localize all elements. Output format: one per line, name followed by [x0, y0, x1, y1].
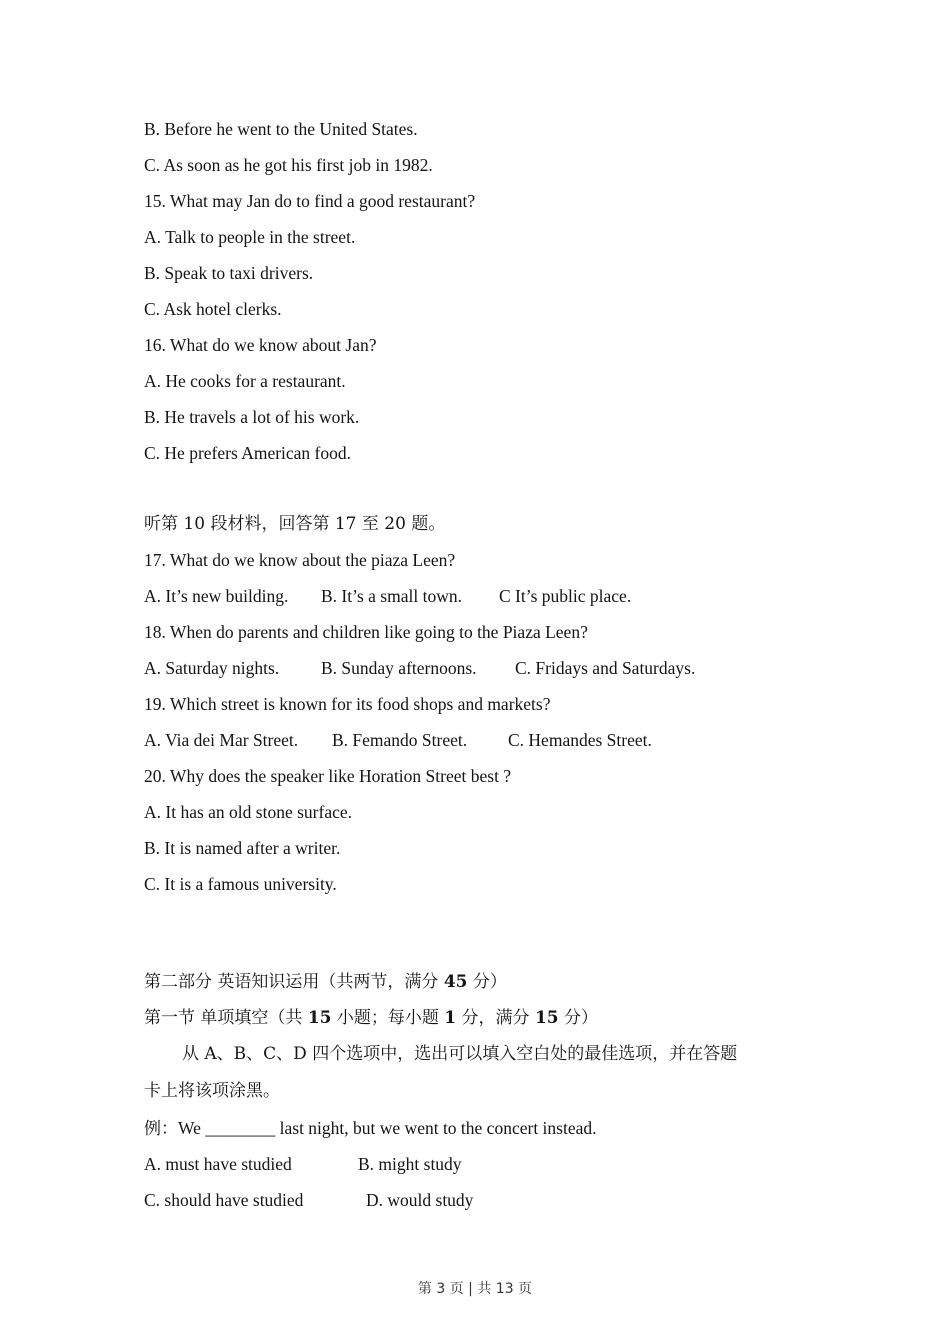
q16-option-c: C. He prefers American food. [144, 443, 352, 463]
q19-options [0, 729, 950, 751]
section1-question-count: 15 [307, 1008, 332, 1028]
example-label: 例： [144, 1119, 178, 1139]
section1-heading [144, 1007, 598, 1029]
q19-option-b: B. Femando Street. [332, 730, 468, 750]
example-option-b: B. might study [358, 1154, 462, 1174]
section1-heading-mid1: 小题；每小题 [331, 1008, 445, 1028]
section1-total-score: 15 [534, 1008, 559, 1028]
q19-option-a: A. Via dei Mar Street. [144, 730, 299, 750]
q16-question: 16. What do we know about Jan? [144, 335, 377, 355]
example-text: We ________ last night, but we went to the concert instead. [178, 1118, 597, 1138]
q14-option-b: B. Before he went to the United States. [144, 119, 418, 139]
section1-instruction-line1: 从 A、B、C、D 四个选项中，选出可以填入空白处的最佳选项，并在答题 [182, 1044, 738, 1064]
example-option-c: C. should have studied [144, 1190, 304, 1210]
section1-per-question-score: 1 [444, 1008, 457, 1028]
page-footer: 第 3 页 | 共 13 页 [417, 1281, 533, 1297]
q17-option-c: C It’s public place. [499, 586, 632, 606]
q14-option-c: C. As soon as he got his first job in 1982. [144, 155, 433, 175]
q17-options [0, 585, 950, 607]
q16-option-a: A. He cooks for a restaurant. [144, 371, 346, 391]
part2-heading [144, 971, 507, 993]
q17-option-a: A. It’s new building. [144, 586, 289, 606]
part2-heading-text: 第二部分 英语知识运用（共两节，满分 [144, 972, 444, 992]
section1-instruction-line2: 卡上将该项涂黑。 [144, 1081, 280, 1101]
q18-option-c: C. Fridays and Saturdays. [515, 658, 696, 678]
section1-heading-text: 第一节 单项填空（共 [144, 1008, 308, 1028]
part2-total-score: 45 [443, 972, 468, 992]
example-options-row1 [0, 1153, 950, 1175]
q18-option-b: B. Sunday afternoons. [321, 658, 477, 678]
q20-option-c: C. It is a famous university. [144, 874, 337, 894]
q15-option-a: A. Talk to people in the street. [144, 227, 356, 247]
q18-question: 18. When do parents and children like going to the Piaza Leen? [144, 622, 588, 642]
q20-option-b: B. It is named after a writer. [144, 838, 341, 858]
q19-option-c: C. Hemandes Street. [508, 730, 652, 750]
q20-option-a: A. It has an old stone surface. [144, 802, 352, 822]
q16-option-b: B. He travels a lot of his work. [144, 407, 360, 427]
q19-question: 19. Which street is known for its food shops and markets? [144, 694, 551, 714]
example-sentence [144, 1117, 597, 1140]
example-option-a: A. must have studied [144, 1154, 292, 1174]
section1-heading-mid2: 分，满分 [456, 1008, 535, 1028]
q15-option-b: B. Speak to taxi drivers. [144, 263, 314, 283]
q18-option-a: A. Saturday nights. [144, 658, 280, 678]
example-options-row2 [0, 1189, 950, 1211]
part2-heading-suffix: 分） [467, 972, 507, 992]
q15-option-c: C. Ask hotel clerks. [144, 299, 282, 319]
q20-question: 20. Why does the speaker like Horation Street best ? [144, 766, 512, 786]
q18-options [0, 657, 950, 679]
q15-question: 15. What may Jan do to find a good restaurant? [144, 191, 476, 211]
section1-heading-suffix: 分） [558, 1008, 599, 1028]
q17-question: 17. What do we know about the piaza Leen? [144, 550, 456, 570]
section10-instruction: 听第 10 段材料，回答第 17 至 20 题。 [144, 514, 446, 534]
q17-option-b: B. It’s a small town. [321, 586, 462, 606]
example-option-d: D. would study [366, 1190, 474, 1210]
